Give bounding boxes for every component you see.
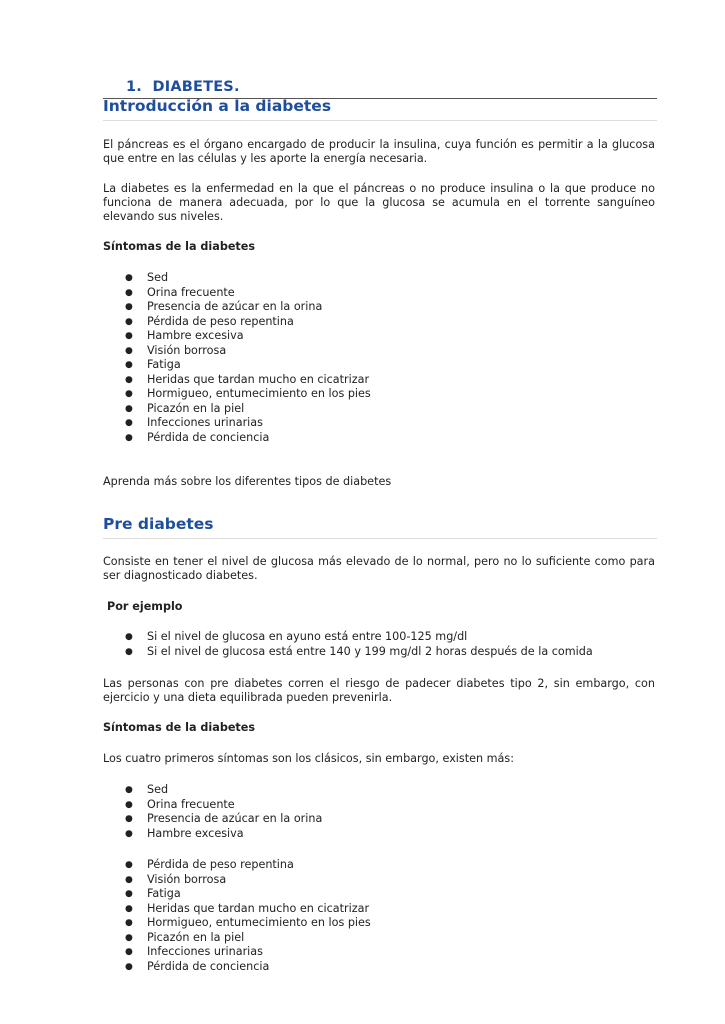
bullet-icon: ● bbox=[125, 418, 133, 428]
list-item: ● Heridas que tardan mucho en cicatrizar bbox=[125, 372, 370, 386]
symptoms-intro-text: Los cuatro primeros síntomas son los clásicos, sin embargo, existen más: bbox=[103, 752, 515, 765]
bullet-icon: ● bbox=[125, 403, 133, 414]
bullet-icon: ● bbox=[125, 302, 133, 312]
list-item: ● Pérdida de peso repentina bbox=[125, 858, 294, 871]
examples-list bbox=[0, 630, 725, 659]
bullet-icon: ● bbox=[125, 828, 133, 839]
list-item: ● Heridas que tardan mucho en cicatrizar bbox=[125, 901, 370, 915]
classic-symptoms-list bbox=[0, 783, 725, 841]
bullet-icon: ● bbox=[125, 389, 133, 399]
subtitle-divider bbox=[103, 120, 657, 121]
prediabetes-divider bbox=[103, 538, 657, 539]
prediabetes-paragraph-1: Consiste en tener el nivel de glucosa más elevado de lo normal, pero no lo suficiente como para ser diagnosticado diabetes. bbox=[103, 555, 655, 582]
list-item: ● Visión borrosa bbox=[125, 872, 227, 886]
bullet-icon: ● bbox=[125, 860, 133, 870]
list-item: ● Visión borrosa bbox=[125, 343, 227, 357]
bullet-icon: ● bbox=[125, 287, 133, 298]
list-item: ● Hambre excesiva bbox=[125, 329, 244, 342]
list-item: ● Si el nivel de glucosa en ayuno está entre 100-125 mg/dl bbox=[125, 630, 468, 643]
example-heading: Por ejemplo bbox=[107, 600, 183, 613]
bullet-icon: ● bbox=[125, 874, 133, 885]
more-symptoms-list bbox=[0, 858, 725, 974]
bullet-icon: ● bbox=[125, 360, 133, 370]
list-item: ● Presencia de azúcar en la orina bbox=[125, 300, 323, 313]
list-item: ● Sed bbox=[125, 271, 169, 284]
prediabetes-symptoms-heading: Síntomas de la diabetes bbox=[103, 721, 256, 734]
section-title: DIABETES. bbox=[152, 79, 240, 95]
bullet-icon: ● bbox=[125, 799, 133, 810]
symptoms-list bbox=[0, 271, 725, 445]
bullet-icon: ● bbox=[125, 814, 133, 824]
list-item: ● Hormigueo, entumecimiento en los pies bbox=[125, 387, 371, 400]
bullet-icon: ● bbox=[125, 918, 133, 928]
bullet-icon: ● bbox=[125, 889, 133, 899]
symptoms-heading: Síntomas de la diabetes bbox=[103, 240, 256, 253]
bullet-icon: ● bbox=[125, 632, 133, 642]
bullet-icon: ● bbox=[125, 374, 133, 385]
bullet-icon: ● bbox=[125, 646, 133, 657]
list-item: ● Orina frecuente bbox=[125, 797, 235, 811]
intro-title: Introducción a la diabetes bbox=[103, 97, 332, 115]
list-item: ● Infecciones urinarias bbox=[125, 416, 263, 429]
bullet-icon: ● bbox=[125, 961, 133, 972]
list-item: ● Pérdida de peso repentina bbox=[125, 314, 294, 328]
bullet-icon: ● bbox=[125, 903, 133, 914]
list-item: ● Pérdida de conciencia bbox=[125, 959, 270, 973]
bullet-icon: ● bbox=[125, 316, 133, 327]
list-item: ● Fatiga bbox=[125, 887, 181, 900]
intro-paragraph-2: La diabetes es la enfermedad en la que el páncreas o no produce insulina o la que produce no funciona de manera adecuada, por lo que la glucosa se acumula en el torrente sanguíneo elevando sus niveles. bbox=[103, 182, 655, 223]
list-item: ● Hambre excesiva bbox=[125, 826, 244, 840]
bullet-icon: ● bbox=[125, 331, 133, 341]
section-number: 1. bbox=[126, 79, 142, 95]
list-item: ● Hormigueo, entumecimiento en los pies bbox=[125, 916, 371, 929]
list-item: ● Presencia de azúcar en la orina bbox=[125, 812, 323, 825]
prediabetes-title: Pre diabetes bbox=[103, 515, 214, 533]
bullet-icon: ● bbox=[125, 785, 133, 795]
list-item: ● Fatiga bbox=[125, 358, 181, 371]
list-item: ● Orina frecuente bbox=[125, 285, 235, 299]
list-item: ● Pérdida de conciencia bbox=[125, 430, 270, 444]
intro-paragraph-1: El páncreas es el órgano encargado de producir la insulina, cuya función es permitir a la glucosa que entre en las células y les aporte la energía necesaria. bbox=[103, 138, 655, 165]
learn-more-text: Aprenda más sobre los diferentes tipos de diabetes bbox=[103, 475, 392, 488]
bullet-icon: ● bbox=[125, 932, 133, 943]
bullet-icon: ● bbox=[125, 947, 133, 957]
list-item: ● Sed bbox=[125, 783, 169, 796]
bullet-icon: ● bbox=[125, 345, 133, 356]
bullet-icon: ● bbox=[125, 273, 133, 283]
section-heading bbox=[126, 79, 240, 95]
list-item: ● Si el nivel de glucosa está entre 140 y 199 mg/dl 2 horas después de la comida bbox=[125, 644, 593, 658]
prediabetes-paragraph-2: Las personas con pre diabetes corren el riesgo de padecer diabetes tipo 2, sin embargo, con ejercicio y una dieta equilibrada pueden prevenirla. bbox=[103, 677, 655, 704]
list-item: ● Picazón en la piel bbox=[125, 930, 245, 944]
list-item: ● Infecciones urinarias bbox=[125, 945, 263, 958]
list-item: ● Picazón en la piel bbox=[125, 401, 245, 415]
bullet-icon: ● bbox=[125, 432, 133, 443]
